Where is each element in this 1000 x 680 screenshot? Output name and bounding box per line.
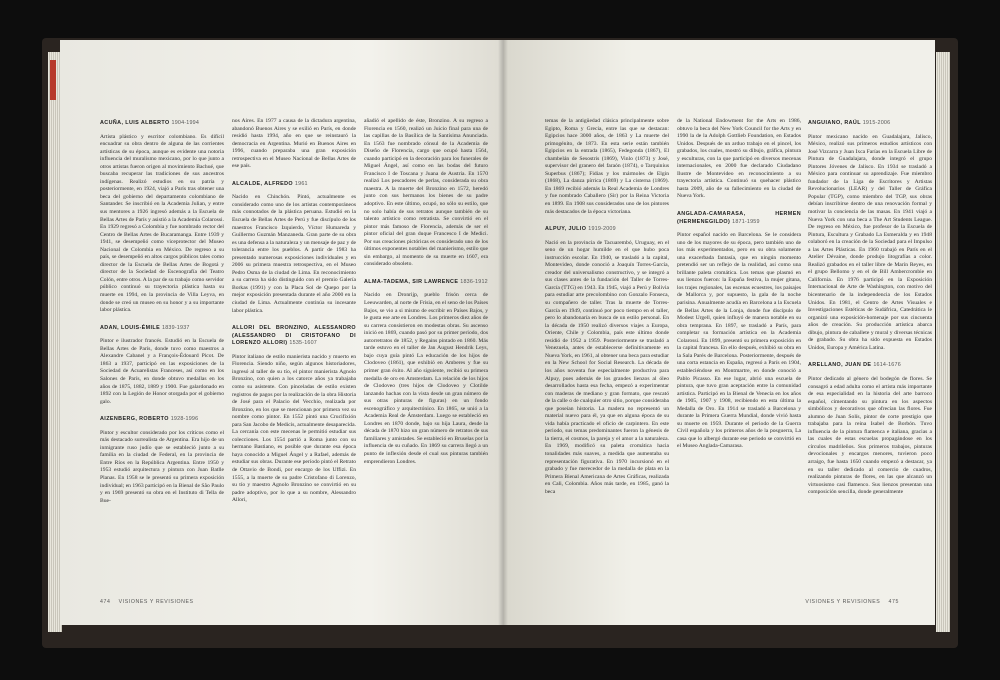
entry-heading: [364, 279, 488, 287]
entry-name: ALLORI DEL BRONZINO, ALESSANDRO (ALESSANDRO DI CRISTOFANO DI LORENZO ALLORI): [232, 325, 356, 347]
entry-heading: [100, 325, 224, 333]
entry-name: ANGLADA-CAMARASA, HERMEN (HERMENEGILDO): [677, 211, 801, 225]
entry-continuation: de la National Endowment for the Arts en 1986, obtuvo la beca del New York Council for the Arts y en 1990 la de la Adolph Gottlieb Foundation, en Estados Unidos. Después de un arduo trabajo en el pincel, los grabados, los cuales, mostró su dibujo, gráfica, pintura y esculturas, con la que participó en diversos mecenas internacionales, en 2000 fue declarado Ciudadano Ilustre de Montevideo en reconocimiento a su trayectoria artística. Continuó su quehacer plástico hasta 2009, año de su fallecimiento en la ciudad de Nueva York.: [677, 118, 801, 200]
page-edges-right: [936, 52, 950, 632]
entry-heading: [808, 120, 932, 128]
left-column-2: [232, 110, 356, 511]
entry-paragraph: Pintor e ilustrador francés. Estudió en la Escuela de Bellas Artes de París, donde tuvo como maestros a Alexandre Cabanel y a François-Édouard Picot. De 1863 a 1937, participó en las exposiciones de la Sociedad de Acuarelistas Franceses, así como en los Salones de París, en donde obtuvo medallas en los años de 1875, 1882, 1889 y 1900. Fue galardonado en 1892 con la Legión de Honor otorgada por el gobierno galo.: [100, 338, 224, 405]
right-page: [503, 40, 935, 625]
entry-paragraph: Pintor dedicado al género del bodegón de flores. Se consagró a edad adulta como el artista más importante de esa especialidad en la historia del arte barroco español, cimentando su pintura en los aspectos simbólicos y decorativos que ofrecían las flores. Fue alumno de Juan Solís, pintor de corte prestigio que trabajaba para la reina Isabel de Borbón. Tuvo influencia de la pintura flamenca e italiana, gracias a las cuales de estas escuelas propagándose en los círculos madrileños. Sus primeros trabajos, pinturas devocionales y encargos menores, tuvieron poco arraigo, fue hasta 1650 cuando empezó a destacar, ya en su taller dedicado al comercio de cuadros, realizando pinturas de flores, en las que alcanzó un virtuosismo casi flamenco. Sus lienzos presentan una composición sencilla, donde generalmente: [808, 375, 932, 496]
entry-paragraph: Nació en la provincia de Tacuarembó, Uruguay, en el seno de un hogar humilde en el que hubo poca instrucción escolar. En 1940, se trasladó a la capital, Montevideo, donde conoció a Joaquín Torres-García, creador del universalismo constructivo, y se integró a sus clases antes de la fundación del Taller de Torres-García (TTG) en 1943. En 1945, viajó a Perú y Bolivia para estudiar arte precolombino con Gonzalo Fonseca, su compañero de taller. Tras la muerte de Torres-García en 1949, continuó por poco tiempo en el taller, pero lo abandonaría en busca de un estilo personal. En la década de 1950 realizó diversos viajes a Europa, Oriente, Chile y Colombia, país este último donde residió de 1952 a 1959. Posteriormente se trasladó a Venezuela, antes de establecerse definitivamente en Nueva York, en 1961, al obtener una beca para estudiar en la New School for Social Research. La década de los años noventa fue especialmente productiva para Alpuy, pues además de los grandes lienzos al óleo desarrollados hasta esa fecha, empezó a experimentar con maderas de mediano y gran formato, que rescató de la calle o de cualquier otro sitio, porque consideraba que poseían historia. La madera no representó un material nuevo para él, ya que en alguna época de su vida había practicado el oficio de carpintero. En este periodo, sus temas predominantes fueron la génesis de la tierra, el cosmos, la pareja y el amor a la naturaleza. En 1969, modificó su paleta cromática hacia tonalidades más suaves, a medida que aumentaba su representación figurativa. En 1970 incursionó en el grabado y fue merecedor de la medalla de plata en la Primera Bienal Americana de Artes Gráficas, realizada en Cali, Colombia. Años más tarde, en 1985, ganó la beca: [545, 239, 669, 495]
entry-heading: [232, 325, 356, 348]
entry-continuation: temas de la antigüedad clásica principalmente sobre Egipto, Roma y Grecia, entre las que se destacan: Egipcios hace 3000 años, de 1863 y La muerte del primogénito, de 1873. En esta serie están también Egipcios en la entrada (1865), Fedegonda (1867), El chambelán de Sesostris (1869), Vinlo (1873) y José, supervisor del granero del faraón (1874), o Tarquinius Superbus (1867); Fidias y los mármoles de Elgin (1868), La danza pírrica (1869) y La cisterna (1869). En 1869 recibió además la Real Academia de Londres y fue nombrado Caballero (Sir) por la Reina Victoria en 1899. En 1908 sus considerados uno de los pintores más destacados de la época victoriana.: [545, 118, 669, 215]
entry-paragraph: Nacido en Chinchón. Pintó, actualmente es considerado como uno de los artistas contemporáneos más connotados de la plástica peruana. Estudió en la Escuela de Bellas Artes de Perú y fue discípulo de los maestros Francisco Izquierdo, Víctor Humareda y Guillermo Guzmán Manzaneda. Gran parte de su obra es una defensa a la naturaleza y un mensaje de paz y de tolerancia entre los pueblos. A partir de 1983 ha presentado numerosas exposiciones individuales y en 2006 su primera muestra retrospectiva, en el Museo Pedro Osma de la ciudad de Lima. En reconocimiento a su carrera ha sido distinguido con el premio Galería Borkas (1991) y con la Placa Sol de Quepo por la mejor exposición presentada durante el año 2000 en la ciudad de Lima. Actualmente continúa su incesante labor plástica.: [232, 194, 356, 314]
left-page-footer: [100, 599, 194, 605]
entry-dates: 1904-1994: [171, 120, 200, 126]
entry-continuation: añadió el apellido de éste, Bronzino. A su regreso a Florencia en 1560, realizó un Juicio final para una de las capillas de la Basílica de la Santísima Anunciada. En 1563 fue nombrado cónsul de la Academia de Diseño de Florencia, cargo que ocupó hasta 1564, cuando participó en la decoración para los funerales de Miguel Ángel, así como en las bodas del futuro Francisco I de Toscana y Juana de Austria. En 1570 realizó Los pescadores de perlas, considerada su obra maestra. A la muerte del Bronzino en 1572, heredó junto con sus hermanos los bienes de su padre adoptivo. En este último, ocupó, no sólo su estilo, que no solo había de sus retratos aunque también de su talento artístico como retratista. Se convirtió en el pintor más famoso de Florencia, además de ser el pintor oficial del gran duque Francesco I de Medici. Por sus creaciones pictóricas es considerado uno de los últimos exponentes notables del manierismo, estilo que sin embargo, al momento de su muerte en 1607, era considerado obsoleto.: [364, 118, 488, 268]
book-gutter: [498, 40, 508, 625]
entry-name: ALMA-TADEMA, SIR LAWRENCE: [364, 278, 459, 285]
entry-heading: [100, 416, 224, 424]
entry-name: ADAN, LOUIS-ÉMILE: [100, 324, 161, 331]
entry-paragraph: Pintor español nacido en Barcelona. Se le considera uno de los mayores de su época, pero también uno de los más experimentados, pero en su obra solamente una exacerbada fantasía, que en ningún momento pretendió ser un reflejo de la realidad, así como una brillante paleta cromática. Los temas que plasmó en sus lienzos fueron: la España festiva, la mujer gitana, los trajes regionales, las escenas ecuestres, los paisajes de Mallorca y, por supuesto, la gala de la noche parisina. Anualmente acudía en Barcelona a la Escuela de Bellas Artes de la Lonja, donde fue discípulo de Modest Urgell, quien influyó de manera notable en su obra temprana. En 1897, se trasladó a París, para completar su formación artística en la Academia Colarossi. En 1899, presentó su primera exposición en la capital francesa. En ello después, exhibió su obra en la Sala Parés de Barcelona. Posteriormente, después de una corta estancia en España, regresó a París en 1904, estableciéndose en Montmartre, en donde conoció a Pablo Picasso. En ese lugar, abrió una escuela de pintura, que tuvo gran aceptación entre la comunidad artística. Participó en la Bienal de Venecia en los años de 1905, 1907 y 1908, recibiendo en esta última la Medalla de Oro. En 1914 se trasladó a Barcelona y durante la Primera Guerra Mundial, donde vivió hasta su muerte en 1959. Durante el periodo de la Guerra Civil española y los primeros años de la posguerra, La casa que lo albergó durante ese periodo se convirtió en el Museo Anglada-Camarasa.: [677, 232, 801, 450]
entry-paragraph: Pintor italiano de estilo manierista nacido y muerto en Florencia. Siendo niño, según algunos historiadores, ingresó al taller de su tío, el pintor manierista Agnolo Bronzino, con quien a los catorce años ya trabajaba como su asistente. Con pinceladas de estilo existen registros de pagos por la realización de la obra Historia de José para el Palacio del Vecchio, realizada por Bronzino, en los que se mencionan por primera vez su nombre como pintor. En 1552 pintó una Crucifixión para San Jacobo de Medicis, actualmente desaparecida. La cercanía con este mecenas le permitió estudiar sus colecciones. Los 1554 partió a Roma junto con su hermano Bastiano, es posible que durante esa época haya conocido a Miguel Ángel y a Rafael, además de estudiar sus obras. Durante ese período pintó el Retrato de Ottavio de Bondi, por encargo de los Uffizi. En 1555, a la muerte de su padre Cristofano di Lorenzo, su tío y maestro Agnolo Bronzino se convirtió en su padre adoptivo, por lo que a su nombre, Alessandro Allori,: [232, 353, 356, 504]
entry-paragraph: Artista plástico y escritor colombiano. Es difícil encuadrar su obra dentro de alguna de las corrientes artísticas de su época, aunque es evidente una notoria influencia del muralismo mexicano, por lo que junto a otros artistas fueron origen al movimiento Bachué, que buscaba recuperar las tradiciones de sus ancestros indígenas. Realizó estudios en su patria y posteriormente, en 1924, viajó a París tras obtener una beca del gobierno del departamento colombiano de Santander. Se inscribió en la Academia Julian, y entre sus mentores a 1926 ingresó además a la Escuela de Bellas Artes de París y asistió a la Academia Colarossi. En 1929 regresó a Colombia y fue nombrado rector del Centro de Bellas Artes de Bucaramanga. Entre 1939 y 1941, se desempeñó como viceprotector del Museo Nacional de Colombia en México. De regreso a su país, se desempeñó en altos cargos públicos tales como director de la Escuela de Bellas Artes de Bogotá y director de la Sociedad de Escenografía del Teatro Colón, entre otros. A la par de su trabajo como servidor público continuó su trayectoria plástica hasta su muerte en 1994, en la provincia de Villa Leyva, en donde se creó un museo en su honor y a su importante labor plástica.: [100, 133, 224, 314]
entry-name: ARELLANO, JUAN DE: [808, 362, 872, 369]
page-number: 474: [100, 599, 111, 605]
red-ribbon: [50, 60, 56, 100]
entry-dates: 1836-1912: [460, 278, 488, 285]
entry-name: AIZENBERG, ROBERTO: [100, 416, 169, 423]
running-head: VISIONES Y REVISIONES: [805, 599, 881, 605]
entry-paragraph: Nacido en Dronrijp, pueblo frisón cerca de Leeuwarden, al norte de Frisia, en el seno de los Países Bajos, se vio a si mismo de escribir en Países Bajos, y le gusta ese arte en Londres. Los primeros diez años de su carrera consistieron en modestas obras. Su ascenso inició en 1869, cuando pasó por su primer periodo, dos autorretratos de 1852, y Regains pintado en 1860. Más tarde estuvo en el taller de Jan August Hendrik Leys, bajo cuya guía pintó La educación de los hijos de Clodoveo (1861), que exhibió en Amberes y fue su primer gran éxito. Al año siguiente, recibió su primera medalla de oro en Amsterdam. La relación de los hijos de Clodoveo (tres hijos de Clodoveo y Clotilde lanzando hachas con la vista desde un gran número de sus otras pinturas de figuras) en un fondo escenográfico y arquitectónico. En 1865, se unió a la Academia Real de Ámsterdam. Luego se estableció en Londres en 1870 donde, bajo su hija Laura, desde la década de 1870 hizo un gran número de retratos de sus familiares y amistades. Se estableció en Bruselas por la influencia de su cuñado. En 1869 su carrera llegó a un punto de inflexión desde el cual sus pinturas también emprendieron Londres.: [364, 292, 488, 465]
entry-name: ALCALDE, ALFREDO: [232, 180, 294, 187]
entry-heading: [100, 120, 224, 128]
entry-continuation: nos Aires. En 1977 a causa de la dictadura argentina, abandonó Buenos Aires y se exilió en París, en donde residió hasta 1994, año en que se reinstauró la democracia en Argentina. Murió en Buenos Aires en 1996, cuando preparaba una gran exposición retrospectiva en el Museo Nacional de Bellas Artes de ese país.: [232, 118, 356, 170]
entry-name: ACUÑA, LUIS ALBERTO: [100, 120, 170, 126]
entry-paragraph: Pintor mexicano nacido en Guadalajara, Jalisco, México, realizó sus primeros estudios artísticos con José Vizcarra y Juan Ixca Farías en la Escuela Libre de Pintura de Guadalajara, donde integró el grupo Pintores Jóvenes de Jalisco. En 1934 se trasladó a México para continuar su aprendizaje. Fue miembro fundador de la Liga de Escritores y Artistas Revolucionarios (LEAR) y del Taller de Gráfica Popular (TGP), como miembro del TGP, sus obras debían inscribirse dentro de una renovación formal y motivar la conciencia de las masas. En 1941 viajó a Nueva York con una beca a The Art Students League. De regreso en México, fue profesor de la Escuela de Pintura, Escultura y Grabado La Esmeralda y en 1948 colaboró en la creación de la Sociedad para el Impulso a las Artes Plásticas. En 1960 trabajó en París en el Atelier Dévaine, donde produjo litografías a color. Realizó grabados en el taller libre de Marín Reyes, en el grupo Bellomo y en el de Bill Ambercrombie en California. En 1976 participó en la Exposición Internacional de Arte de Washington, con motivo del bicentenario de la independencia de los Estados Unidos. En 1981, el Centro de Artes Visuales e Investigaciones Estéticas de Sudáfrica, Catedrática le organizó una exposición-homenaje por sus cincuenta años de creación. Su producción artística abarca dibujo, pintura de caballete y mural y diversas técnicas de grabado. Su obra ha sido expuesta en Estados Unidos, Europa y América Latina.: [808, 133, 932, 351]
entry-heading: [677, 211, 801, 226]
right-column-2: [677, 110, 801, 457]
entry-dates: 1928-1996: [170, 416, 199, 423]
left-page: [60, 40, 503, 625]
entry-dates: 1919-2009: [588, 226, 616, 233]
entry-heading: [545, 226, 669, 234]
entry-dates: 1535-1607: [289, 340, 318, 347]
left-column-1: [100, 110, 224, 511]
entry-dates: 1614-1676: [873, 362, 901, 369]
entry-dates: 1839-1937: [162, 324, 190, 331]
page-number: 475: [888, 599, 899, 605]
entry-paragraph: Pintor y escultor considerado por los críticos como el más destacado surrealista de Argentina. Era hijo de un inmigrante ruso judío que se estableció junto a su familia en la ciudad de Federal, en la provincia de Entre Ríos en la República Argentina. Entre 1950 y 1953 estudió arquitectura y pintura con Juan Batlle Planas. En 1958 se le presentó su primera exposición individual; en 1963 participó en la Bienal de São Paulo y en 1969 presentó su obra en el Instituto di Tella de Bue-: [100, 429, 224, 504]
right-page-footer: [805, 599, 899, 605]
right-column-1: [545, 110, 669, 502]
entry-name: ANGUIANO, RAÚL: [808, 120, 861, 126]
left-column-3: [364, 110, 488, 472]
right-column-3: [808, 110, 932, 503]
entry-heading: [808, 362, 932, 370]
entry-heading: [232, 181, 356, 189]
entry-dates: 1915-2006: [862, 120, 891, 126]
entry-name: ALPUY, JULIO: [545, 226, 587, 233]
entry-dates: 1961: [294, 180, 308, 187]
entry-dates: 1871-1959: [732, 218, 760, 225]
running-head: VISIONES Y REVISIONES: [118, 599, 194, 605]
